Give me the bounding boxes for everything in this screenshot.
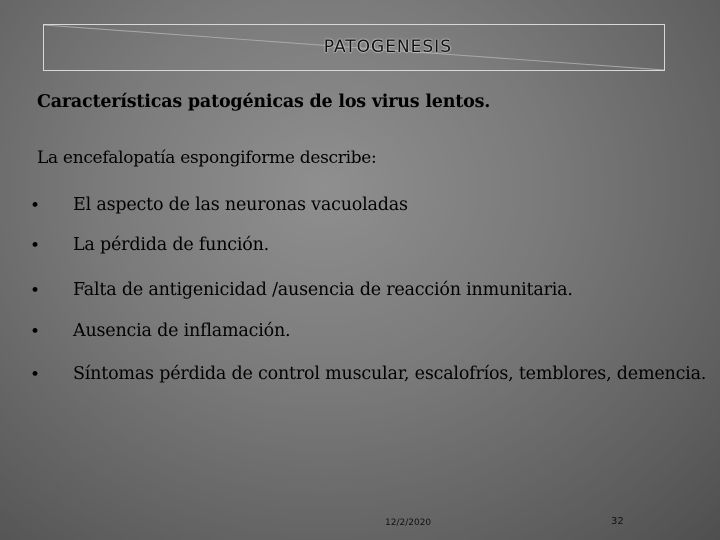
title-box [43,24,665,71]
bullet-marker: • [30,322,41,342]
bullet-item: La pérdida de función. [73,235,270,255]
bullet-item: Ausencia de inflamación. [73,321,291,341]
footer-page-number: 32 [611,516,624,527]
footer-date: 12/2/2020 [385,518,432,528]
bullet-item: Falta de antigenicidad /ausencia de reacción inmunitaria. [73,280,573,300]
bullet-marker: • [30,365,41,385]
slide-title: PATOGENESIS [323,37,452,57]
bullet-marker: • [30,196,41,216]
bullet-marker: • [30,236,41,256]
slide-subtitle: Características patogénicas de los virus lentos. [37,92,491,112]
bullet-item: El aspecto de las neuronas vacuoladas [73,195,408,215]
bullet-item: Síntomas pérdida de control muscular, escalofríos, temblores, demencia. [73,364,707,384]
intro-text: La encefalopatía espongiforme describe: [37,148,377,168]
bullet-marker: • [30,281,41,301]
